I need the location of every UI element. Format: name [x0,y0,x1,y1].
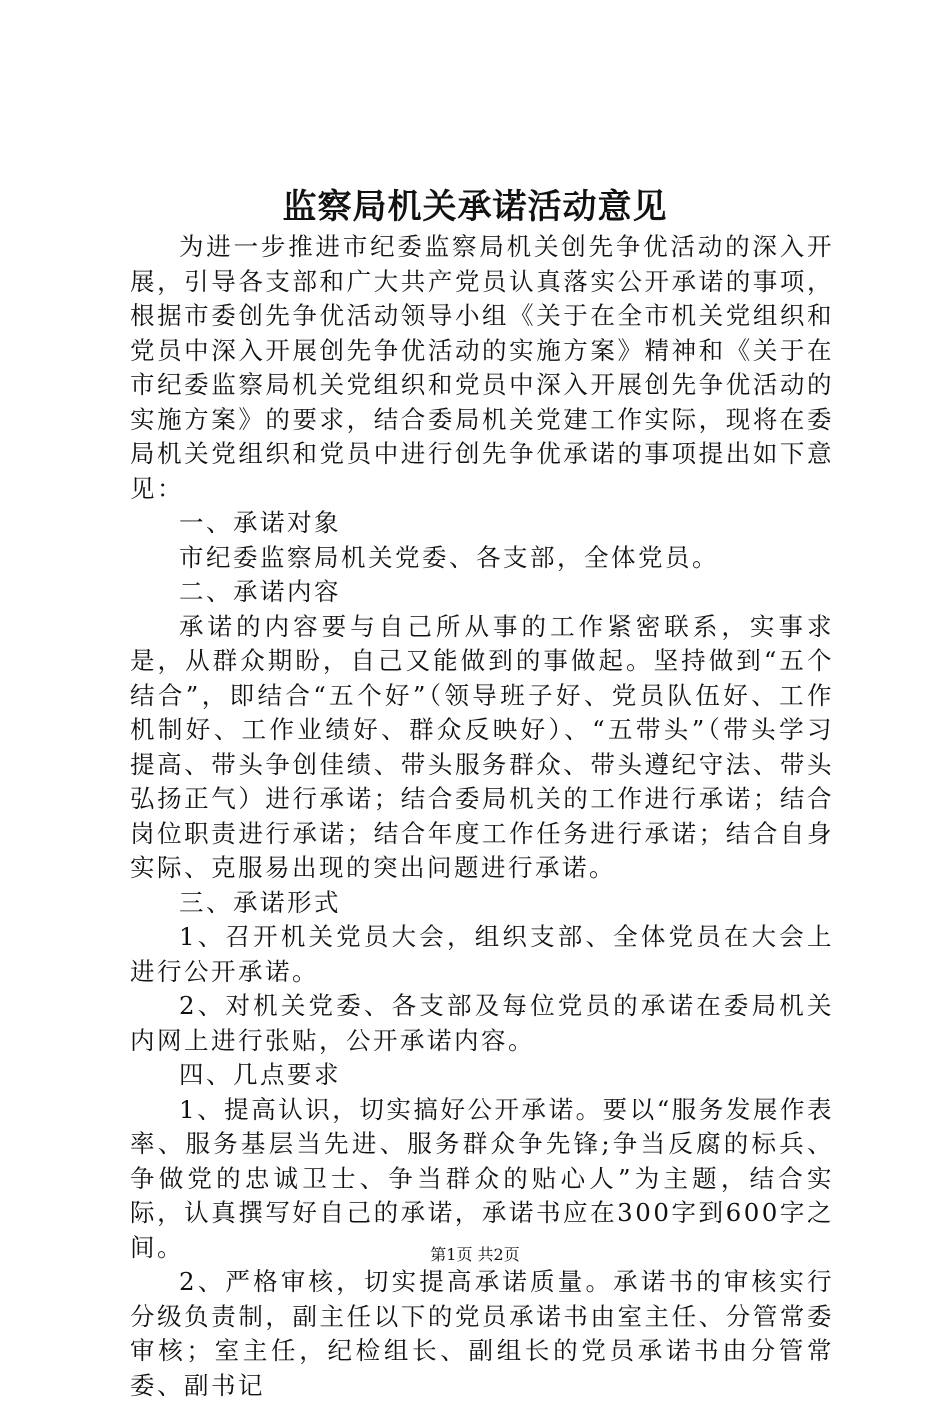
commitment-form-item-2: 2、对机关党委、各支部及每位党员的承诺在委局机关内网上进行张贴，公开承诺内容。 [130,991,834,1055]
section-heading-commitment-content: 二、承诺内容 [179,577,341,606]
intro-paragraph: 为进一步推进市纪委监察局机关创先争优活动的深入开展，引导各支部和广大共产党员认真落实公开承诺的事项，根据市委创先争优活动领导小组《关于在全市机关党组织和党员中深入开展创先争优活动的实施方案》精神和《关于在市纪委监察局机关党组织和党员中深入开展创先争优活动的实施方案》的要求，结合委局机关党建工作实际，现将在委局机关党组织和党员中进行创先争优承诺的事项提出如下意见： [130,232,834,503]
section-heading-requirements: 四、几点要求 [179,1060,341,1089]
document-body [130,230,834,1403]
requirements-item-2: 2、严格审核，切实提高承诺质量。承诺书的审核实行分级负责制，副主任以下的党员承诺书由室主任、分管常委审核；室主任，纪检组长、副组长的党员承诺书由分管常委、副书记 [130,1267,834,1400]
document-title: 监察局机关承诺活动意见 [282,187,668,227]
commitment-target-paragraph: 市纪委监察局机关党委、各支部，全体党员。 [179,542,719,572]
commitment-content-paragraph: 承诺的内容要与自己所从事的工作紧密联系，实事求是，从群众期盼，自己又能做到的事做起。坚持做到“五个结合”，即结合“五个好”（领导班子好、党员队伍好、工作机制好、工作业绩好、群众反映好）、“五带头”（带头学习提高、带头争创佳绩、带头服务群众、带头遵纪守法、带头弘扬正气）进行承诺；结合委局机关的工作进行承诺；结合岗位职责进行承诺；结合年度工作任务进行承诺；结合自身实际、克服易出现的突出问题进行承诺。 [130,611,834,882]
commitment-form-item-1: 1、召开机关党员大会，组织支部、全体党员在大会上进行公开承诺。 [130,922,834,986]
requirements-item-1: 1、提高认识，切实搞好公开承诺。要以“服务发展作表率、服务基层当先进、服务群众争先锋;争当反腐的标兵、争做党的忠诚卫士、争当群众的贴心人”为主题，结合实际，认真撰写好自己的承诺，承诺书应在300字到600字之间。 [130,1094,834,1262]
page-footer: 第1页 共2页 [430,1245,520,1264]
section-heading-commitment-target: 一、承诺对象 [179,508,341,537]
section-heading-commitment-form: 三、承诺形式 [179,887,341,917]
